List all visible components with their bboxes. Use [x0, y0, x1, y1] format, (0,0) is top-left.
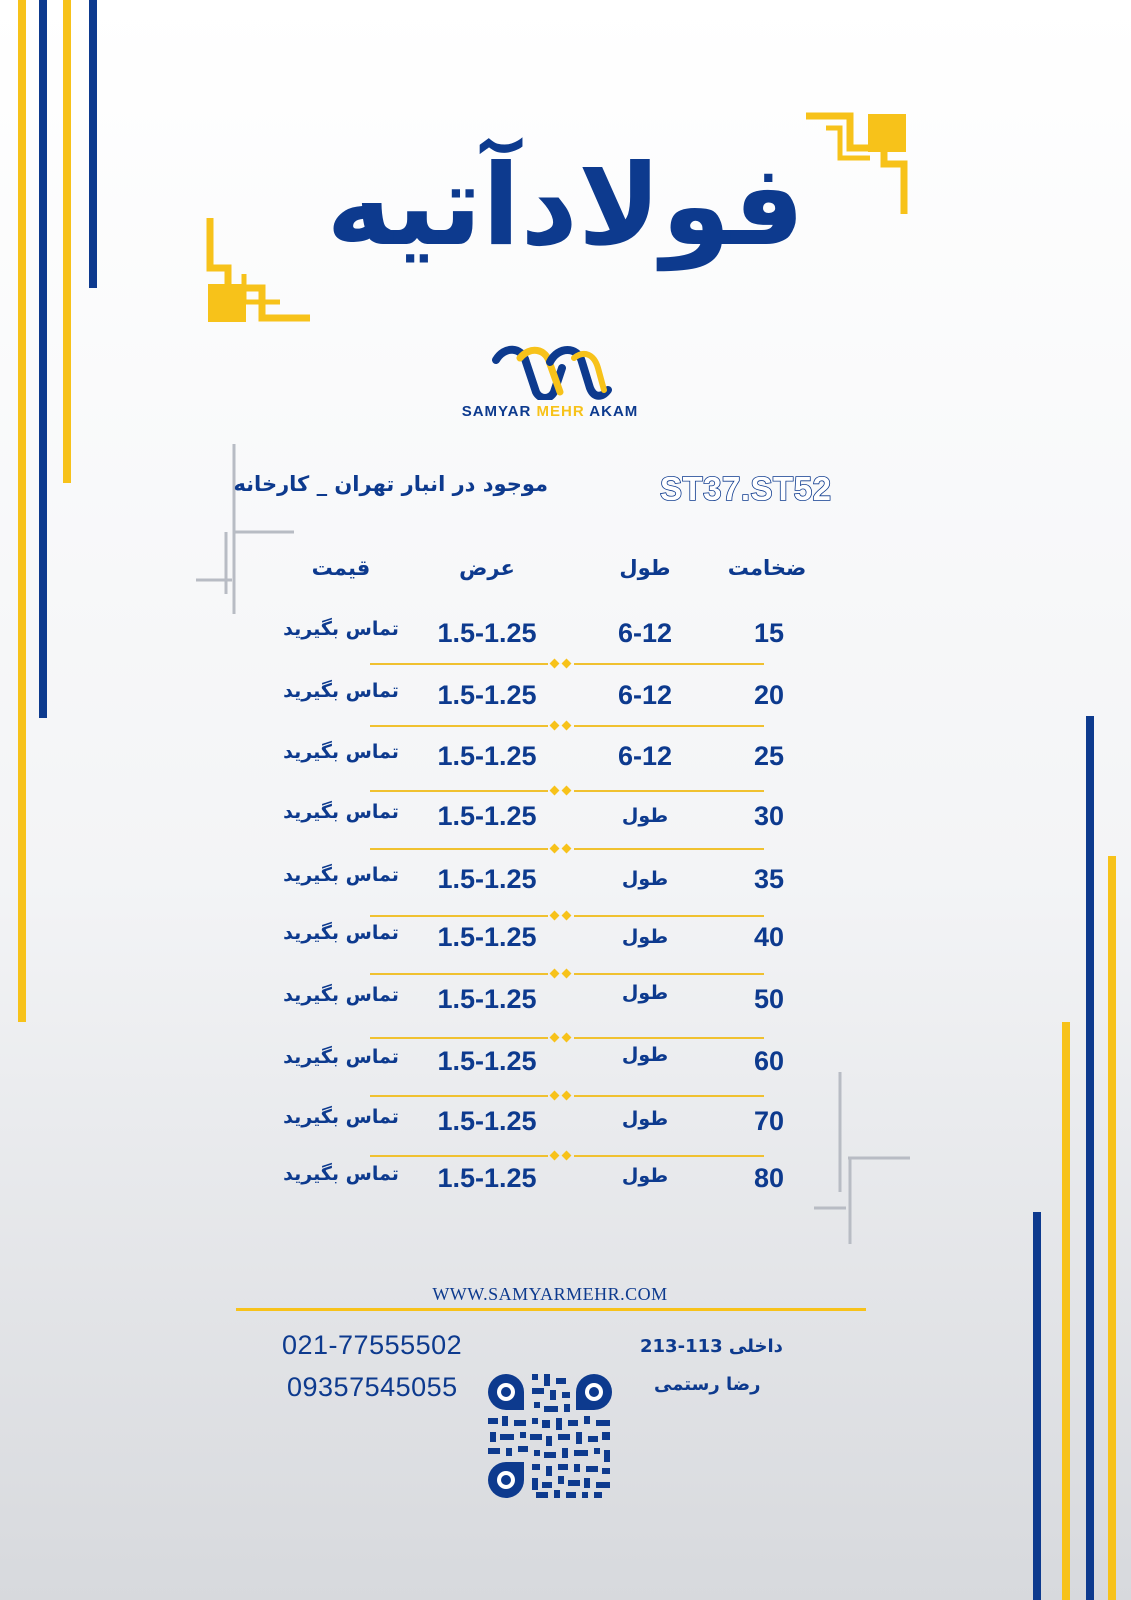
- width-cell: 1.5-1.25: [437, 680, 537, 710]
- table-row: [0, 1046, 1131, 1086]
- website-link[interactable]: WWW.SAMYARMEHR.COM: [432, 1284, 668, 1304]
- length-cell: طول: [621, 868, 669, 890]
- row-divider: [370, 843, 764, 855]
- decor-bar-right-2: [1108, 856, 1116, 1600]
- company-title: فولادآتیه: [326, 141, 805, 271]
- row-divider: [370, 1150, 764, 1162]
- phone-mobile[interactable]: 09357545055: [287, 1372, 458, 1402]
- row-divider: [370, 658, 764, 670]
- brand-name-part2: MEHR: [536, 403, 585, 420]
- row-divider: [370, 785, 764, 797]
- decor-bar-right-1: [1086, 716, 1094, 1600]
- table-row: [0, 1163, 1131, 1203]
- width-cell: 1.5-1.25: [437, 618, 537, 648]
- header-price: قیمت: [311, 556, 371, 580]
- brand-name: [0, 403, 1100, 420]
- contact-name: رضا رستمی: [654, 1374, 761, 1395]
- thickness-cell: 15: [753, 618, 785, 648]
- table-row: [0, 801, 1131, 841]
- row-divider: [370, 720, 764, 732]
- price-cell: تماس بگیرید: [283, 1163, 399, 1185]
- brand-logo-icon: [490, 344, 614, 400]
- length-cell: طول: [621, 1165, 669, 1187]
- length-cell: 6-12: [617, 680, 673, 710]
- thickness-cell: 25: [753, 741, 785, 771]
- thickness-cell: 35: [753, 864, 785, 894]
- length-cell: طول: [621, 982, 669, 1004]
- price-cell: تماس بگیرید: [283, 680, 399, 702]
- price-cell: تماس بگیرید: [283, 1046, 399, 1068]
- header-length: طول: [619, 556, 671, 580]
- price-cell: تماس بگیرید: [283, 618, 399, 640]
- length-cell: طول: [621, 1108, 669, 1130]
- price-cell: تماس بگیرید: [283, 741, 399, 763]
- length-cell: 6-12: [617, 741, 673, 771]
- width-cell: 1.5-1.25: [437, 1046, 537, 1076]
- thickness-cell: 30: [753, 801, 785, 831]
- length-cell: طول: [621, 926, 669, 948]
- qr-code-icon: [484, 1370, 616, 1502]
- table-row: [0, 984, 1131, 1024]
- length-cell: 6-12: [617, 618, 673, 648]
- price-cell: تماس بگیرید: [283, 922, 399, 944]
- header-width: عرض: [459, 556, 515, 580]
- phone-landline[interactable]: 021-77555502: [282, 1330, 463, 1360]
- decor-bar-right-4: [1033, 1212, 1041, 1600]
- width-cell: 1.5-1.25: [437, 801, 537, 831]
- table-row: [0, 741, 1131, 781]
- stock-location-subtitle: موجود در انبار تهران _ کارخانه: [233, 472, 548, 496]
- row-divider: [370, 968, 764, 980]
- thickness-cell: 70: [753, 1106, 785, 1136]
- brand-name-part1: SAMYAR: [461, 403, 532, 420]
- width-cell: 1.5-1.25: [437, 1106, 537, 1136]
- steel-grade-label: ST37.ST52: [660, 470, 832, 507]
- extension-label: داخلی 113-213: [640, 1336, 783, 1357]
- thickness-cell: 80: [753, 1163, 785, 1193]
- table-row: [0, 618, 1131, 658]
- row-divider: [370, 1032, 764, 1044]
- length-cell: طول: [621, 1044, 669, 1066]
- width-cell: 1.5-1.25: [437, 922, 537, 952]
- brand-name-part3: AKAM: [589, 403, 639, 420]
- table-row: [0, 680, 1131, 720]
- thickness-cell: 50: [753, 984, 785, 1014]
- width-cell: 1.5-1.25: [437, 864, 537, 894]
- header-thickness: ضخامت: [727, 556, 807, 580]
- table-row: [0, 864, 1131, 904]
- table-row: [0, 922, 1131, 962]
- bracket-ornament-top-left: [196, 444, 296, 620]
- width-cell: 1.5-1.25: [437, 1163, 537, 1193]
- bracket-ornament-bottom-right: [814, 1072, 914, 1248]
- price-cell: تماس بگیرید: [283, 1106, 399, 1128]
- thickness-cell: 60: [753, 1046, 785, 1076]
- width-cell: 1.5-1.25: [437, 984, 537, 1014]
- price-cell: تماس بگیرید: [283, 864, 399, 886]
- price-cell: تماس بگیرید: [283, 984, 399, 1006]
- table-row: [0, 1106, 1131, 1146]
- thickness-cell: 20: [753, 680, 785, 710]
- row-divider: [370, 910, 764, 922]
- row-divider: [370, 1090, 764, 1102]
- footer-divider: [236, 1308, 866, 1311]
- thickness-cell: 40: [753, 922, 785, 952]
- width-cell: 1.5-1.25: [437, 741, 537, 771]
- length-cell: طول: [621, 805, 669, 827]
- decor-bar-left-2: [39, 0, 47, 718]
- price-cell: تماس بگیرید: [283, 801, 399, 823]
